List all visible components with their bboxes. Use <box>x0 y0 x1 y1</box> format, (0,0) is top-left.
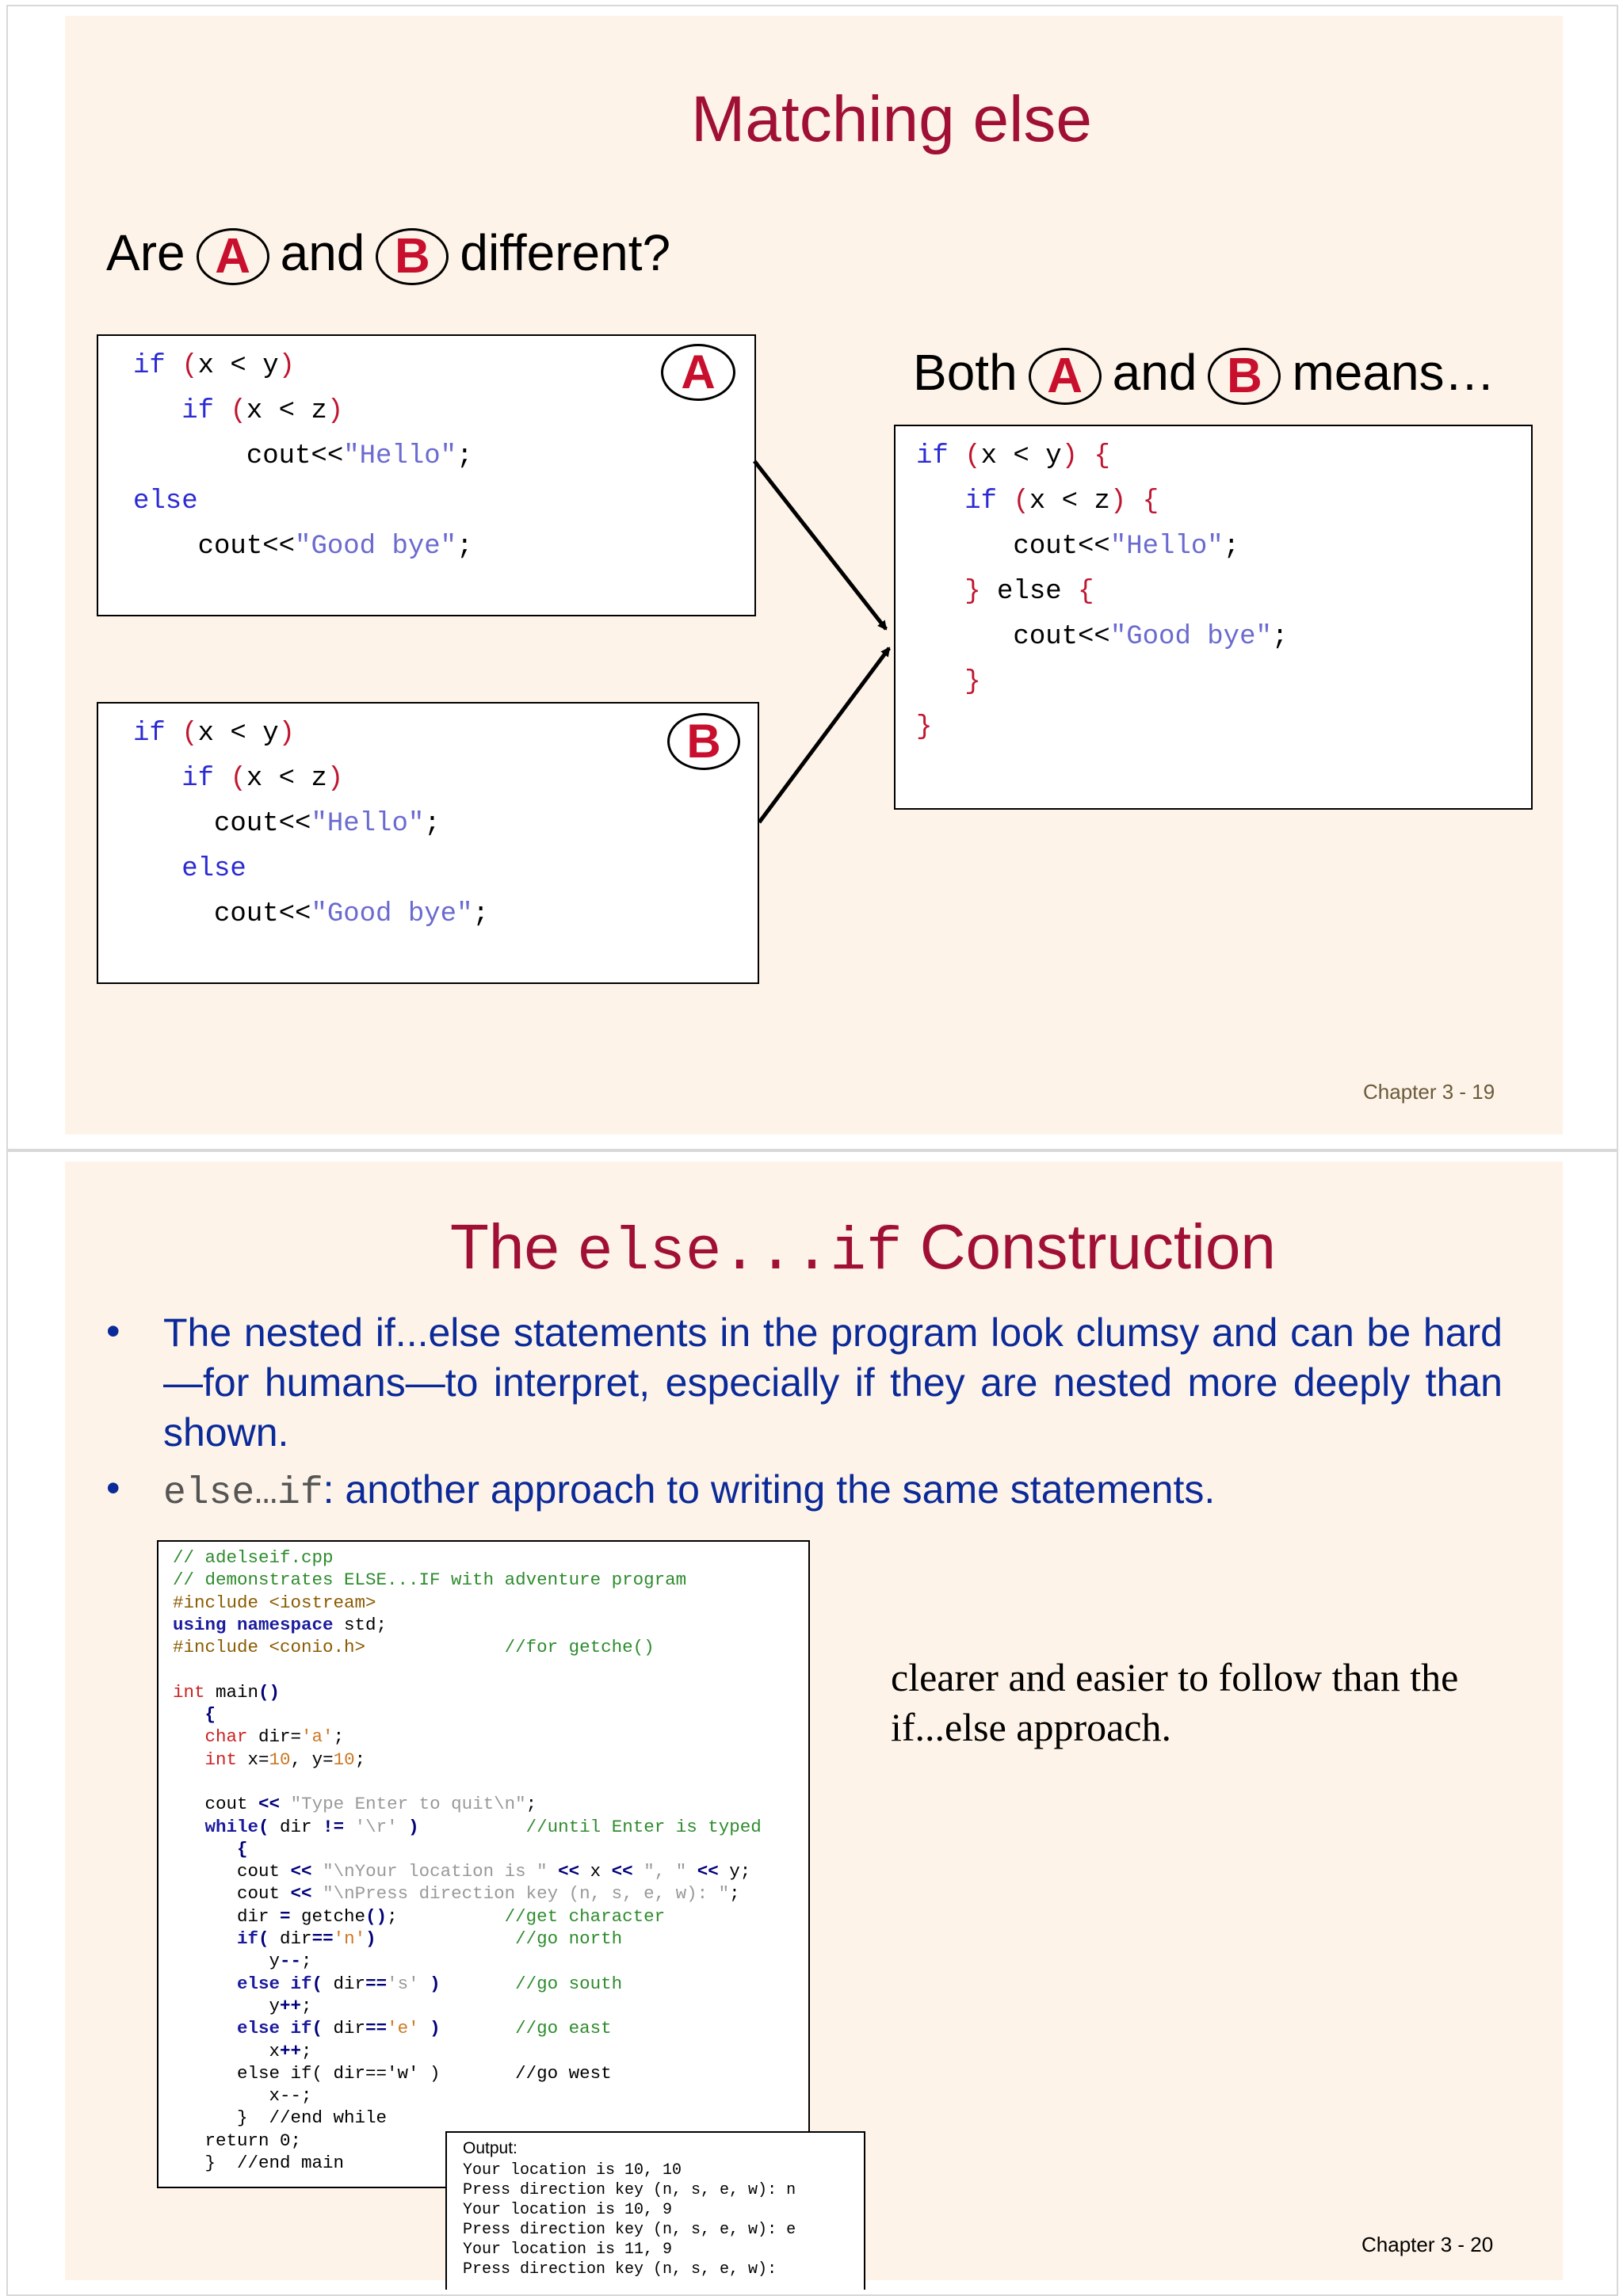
page-footer: Chapter 3 - 20 <box>1361 2233 1494 2256</box>
slide-19 <box>65 16 1563 1135</box>
side-note: clearer and easier to follow than the if...else approach. <box>891 1655 1459 1749</box>
question-line <box>106 223 670 285</box>
page-footer: Chapter 3 - 19 <box>1363 1080 1495 1104</box>
code-result: if (x < y) { if (x < z) { cout<<"Hello"; } else { cout<<"Good bye"; } } <box>916 441 1289 742</box>
bullet-dot-2: • <box>106 1466 120 1510</box>
code-b: if (x < y) if (x < z) cout<<"Hello"; else cout<<"Good bye"; <box>133 719 489 929</box>
label-a-oval: A <box>1029 348 1102 405</box>
bullet-1: The nested if...else statements in the program look clumsy and can be hard—for humans—to interpret, especially if they are nested more deeply than shown. <box>163 1310 1503 1455</box>
code-listing-box <box>157 1540 810 2188</box>
bullet-2-text: : another approach to writing the same statements. <box>323 1467 1216 1512</box>
slide-title <box>450 1211 1276 1287</box>
label-a-oval: A <box>197 228 269 285</box>
arrow-a <box>754 461 886 629</box>
output-line-5: Your location is 11, 9 <box>463 2241 673 2259</box>
both-middle: and <box>1112 344 1197 401</box>
question-middle: and <box>280 224 365 281</box>
label-b-oval: B <box>376 228 449 285</box>
both-prefix: Both <box>913 344 1018 401</box>
code-box-b <box>97 702 759 984</box>
code-box-result <box>894 425 1533 810</box>
box-a-label: A <box>661 344 735 401</box>
bullet-2 <box>163 1465 1510 1519</box>
slide-page-19 <box>6 5 1618 1150</box>
question-prefix: Are <box>106 224 185 281</box>
question-suffix: different? <box>460 224 671 281</box>
label-b-oval: B <box>1208 348 1281 405</box>
output-box <box>445 2131 865 2290</box>
bullet-dot-1: • <box>106 1309 120 1353</box>
arrow-b <box>759 648 889 822</box>
both-suffix: means… <box>1292 344 1495 401</box>
output-line-4: Press direction key (n, s, e, w): e <box>463 2221 796 2239</box>
title-code: else...if <box>577 1219 903 1287</box>
code-box-a <box>97 334 756 616</box>
title-left: The <box>450 1211 578 1282</box>
code-listing: // adelseif.cpp // demonstrates ELSE...IF with adventure program #include <iostream> using namespace std; #include <conio.h> //for getche() int main() { char dir='a'; int x=10, y=10; cout << "Type Enter to quit\n"; while( dir != '\r' ) //until Enter is typed { cout << "\nYour location is " << x << ", " << y; cout << "\nPress direction key (n, s, e, w): "; dir = getche(); //get character if( dir=='n') //go north y--; else if( dir=='s' ) //go south y++; else if( dir=='e' ) //go east x++; else if( dir=='w' ) //go west x--; } //end while return 0; } //end main <box>173 1547 762 2174</box>
title-right: Construction <box>902 1211 1276 1282</box>
output-line-1: Your location is 10, 10 <box>463 2161 682 2180</box>
code-a: if (x < y) if (x < z) cout<<"Hello"; else cout<<"Good bye"; <box>133 351 473 562</box>
slide-20 <box>65 1161 1563 2280</box>
slide-title: Matching else <box>691 83 1092 155</box>
slide-page-20 <box>6 1150 1618 2296</box>
output-line-2: Press direction key (n, s, e, w): n <box>463 2181 796 2199</box>
bullet-2-code: else…if <box>163 1472 323 1515</box>
output-label: Output: <box>463 2139 517 2157</box>
both-line <box>913 343 1495 405</box>
output-line-3: Your location is 10, 9 <box>463 2201 673 2219</box>
box-b-label: B <box>667 713 740 770</box>
output-line-6: Press direction key (n, s, e, w): <box>463 2260 777 2279</box>
